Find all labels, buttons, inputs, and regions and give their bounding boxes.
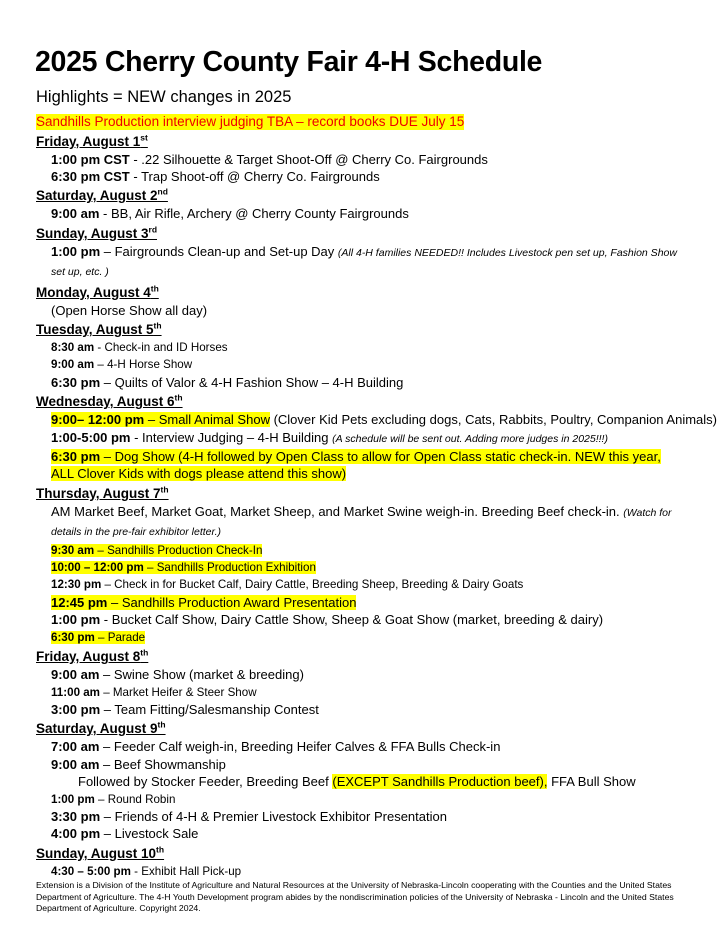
day-heading: Friday, August 8th	[36, 647, 149, 665]
event-item: Followed by Stocker Feeder, Breeding Beef (EXCEPT Sandhills Production beef), FFA Bull Show	[78, 774, 636, 790]
event-item: 12:30 pm – Check in for Bucket Calf, Dairy Cattle, Breeding Sheep, Breeding & Dairy Goats	[51, 578, 524, 592]
day-wednesday-aug-6	[36, 392, 717, 483]
event-item: 1:00-5:00 pm - Interview Judging – 4-H Building (A schedule will be sent out. Adding more judges in 2025!!!)	[51, 429, 608, 445]
event-item: 1:00 pm CST - .22 Silhouette & Target Shoot-Off @ Cherry Co. Fairgrounds	[51, 151, 488, 167]
event-item: 1:00 pm – Round Robin	[51, 792, 176, 806]
event-item: 6:30 pm – Parade	[51, 630, 146, 644]
page-title: 2025 Cherry County Fair 4-H Schedule	[35, 46, 543, 78]
event-item: (Open Horse Show all day)	[51, 302, 208, 318]
event-item: 9:00– 12:00 pm – Small Animal Show (Clover Kid Pets excluding dogs, Cats, Rabbits, Poultry, Companion Animals)	[51, 412, 717, 428]
event-item: AM Market Beef, Market Goat, Market Sheep, and Market Swine weigh-in. Breeding Beef check-in. (Watch for details in the pre-fair exhibitor letter.)	[51, 503, 672, 539]
day-sunday-aug-10	[36, 844, 684, 880]
day-saturday-aug-9	[36, 719, 684, 842]
event-item: 9:00 am - BB, Air Rifle, Archery @ Cherry County Fairgrounds	[51, 206, 409, 222]
day-friday-aug-1	[36, 132, 684, 186]
event-item: 11:00 am – Market Heifer & Steer Show	[51, 685, 257, 699]
day-heading: Monday, August 4th	[36, 283, 159, 300]
event-item: 1:00 pm – Fairgrounds Clean-up and Set-up Day (All 4-H families NEEDED!! Includes Livestock pen set up, Fashion Show set up, etc. )	[51, 243, 677, 279]
event-item: 6:30 pm – Dog Show (4-H followed by Open Class to allow for Open Class static check-in. NEW this year, ALL Clover Kids with dogs please attend this show)	[51, 449, 661, 482]
notice-banner: Sandhills Production interview judging TBA – record books DUE July 15	[36, 113, 465, 129]
event-item: 9:30 am – Sandhills Production Check-In	[51, 543, 263, 557]
day-thursday-aug-7	[36, 484, 684, 646]
event-item: 9:00 am – Beef Showmanship	[51, 756, 226, 772]
day-heading: Friday, August 1st	[36, 132, 148, 149]
page-subtitle: Highlights = NEW changes in 2025	[36, 87, 292, 106]
event-item: 3:30 pm – Friends of 4-H & Premier Livestock Exhibitor Presentation	[51, 808, 447, 824]
day-heading: Sunday, August 10th	[36, 844, 165, 861]
day-heading: Thursday, August 7th	[36, 484, 169, 501]
event-item: 6:30 pm CST - Trap Shoot-off @ Cherry Co. Fairgrounds	[51, 168, 380, 184]
day-heading: Wednesday, August 6th	[36, 392, 183, 410]
day-heading: Saturday, August 2nd	[36, 186, 168, 204]
event-item: 6:30 pm – Quilts of Valor & 4-H Fashion Show – 4-H Building	[51, 374, 404, 390]
event-item: 7:00 am – Feeder Calf weigh-in, Breeding Heifer Calves & FFA Bulls Check-in	[51, 739, 501, 755]
event-item: 1:00 pm - Bucket Calf Show, Dairy Cattle Show, Sheep & Goat Show (market, breeding & dairy)	[51, 612, 604, 628]
event-item: 9:00 am – Swine Show (market & breeding)	[51, 667, 304, 683]
day-monday-aug-4	[36, 283, 684, 319]
event-item: 12:45 pm – Sandhills Production Award Presentation	[51, 594, 357, 610]
day-tuesday-aug-5	[36, 320, 684, 391]
event-item: 4:00 pm – Livestock Sale	[51, 826, 199, 842]
event-item: 10:00 – 12:00 pm – Sandhills Production Exhibition	[51, 561, 316, 575]
day-heading: Sunday, August 3rd	[36, 224, 158, 241]
footer-disclaimer: Extension is a Division of the Institute of Agriculture and Natural Resources at the University of Nebraska-Lincoln cooperating with the Counties and the United States Department of Agriculture. The 4-H Youth Development program abides by the nondiscrimination policies of the University of Nebraska - Lincoln and the United States Department of Agriculture. Copyright 2024.	[36, 880, 674, 913]
day-sunday-aug-3	[36, 224, 684, 282]
event-item: 8:30 am - Check-in and ID Horses	[51, 341, 228, 354]
day-heading: Tuesday, August 5th	[36, 320, 162, 337]
event-item: 9:00 am – 4-H Horse Show	[51, 358, 193, 372]
day-friday-aug-8	[36, 647, 684, 718]
event-item: 4:30 – 5:00 pm - Exhibit Hall Pick-up	[51, 864, 242, 878]
day-saturday-aug-2	[36, 186, 684, 222]
day-heading: Saturday, August 9th	[36, 719, 166, 737]
event-item: 3:00 pm – Team Fitting/Salesmanship Contest	[51, 701, 319, 717]
